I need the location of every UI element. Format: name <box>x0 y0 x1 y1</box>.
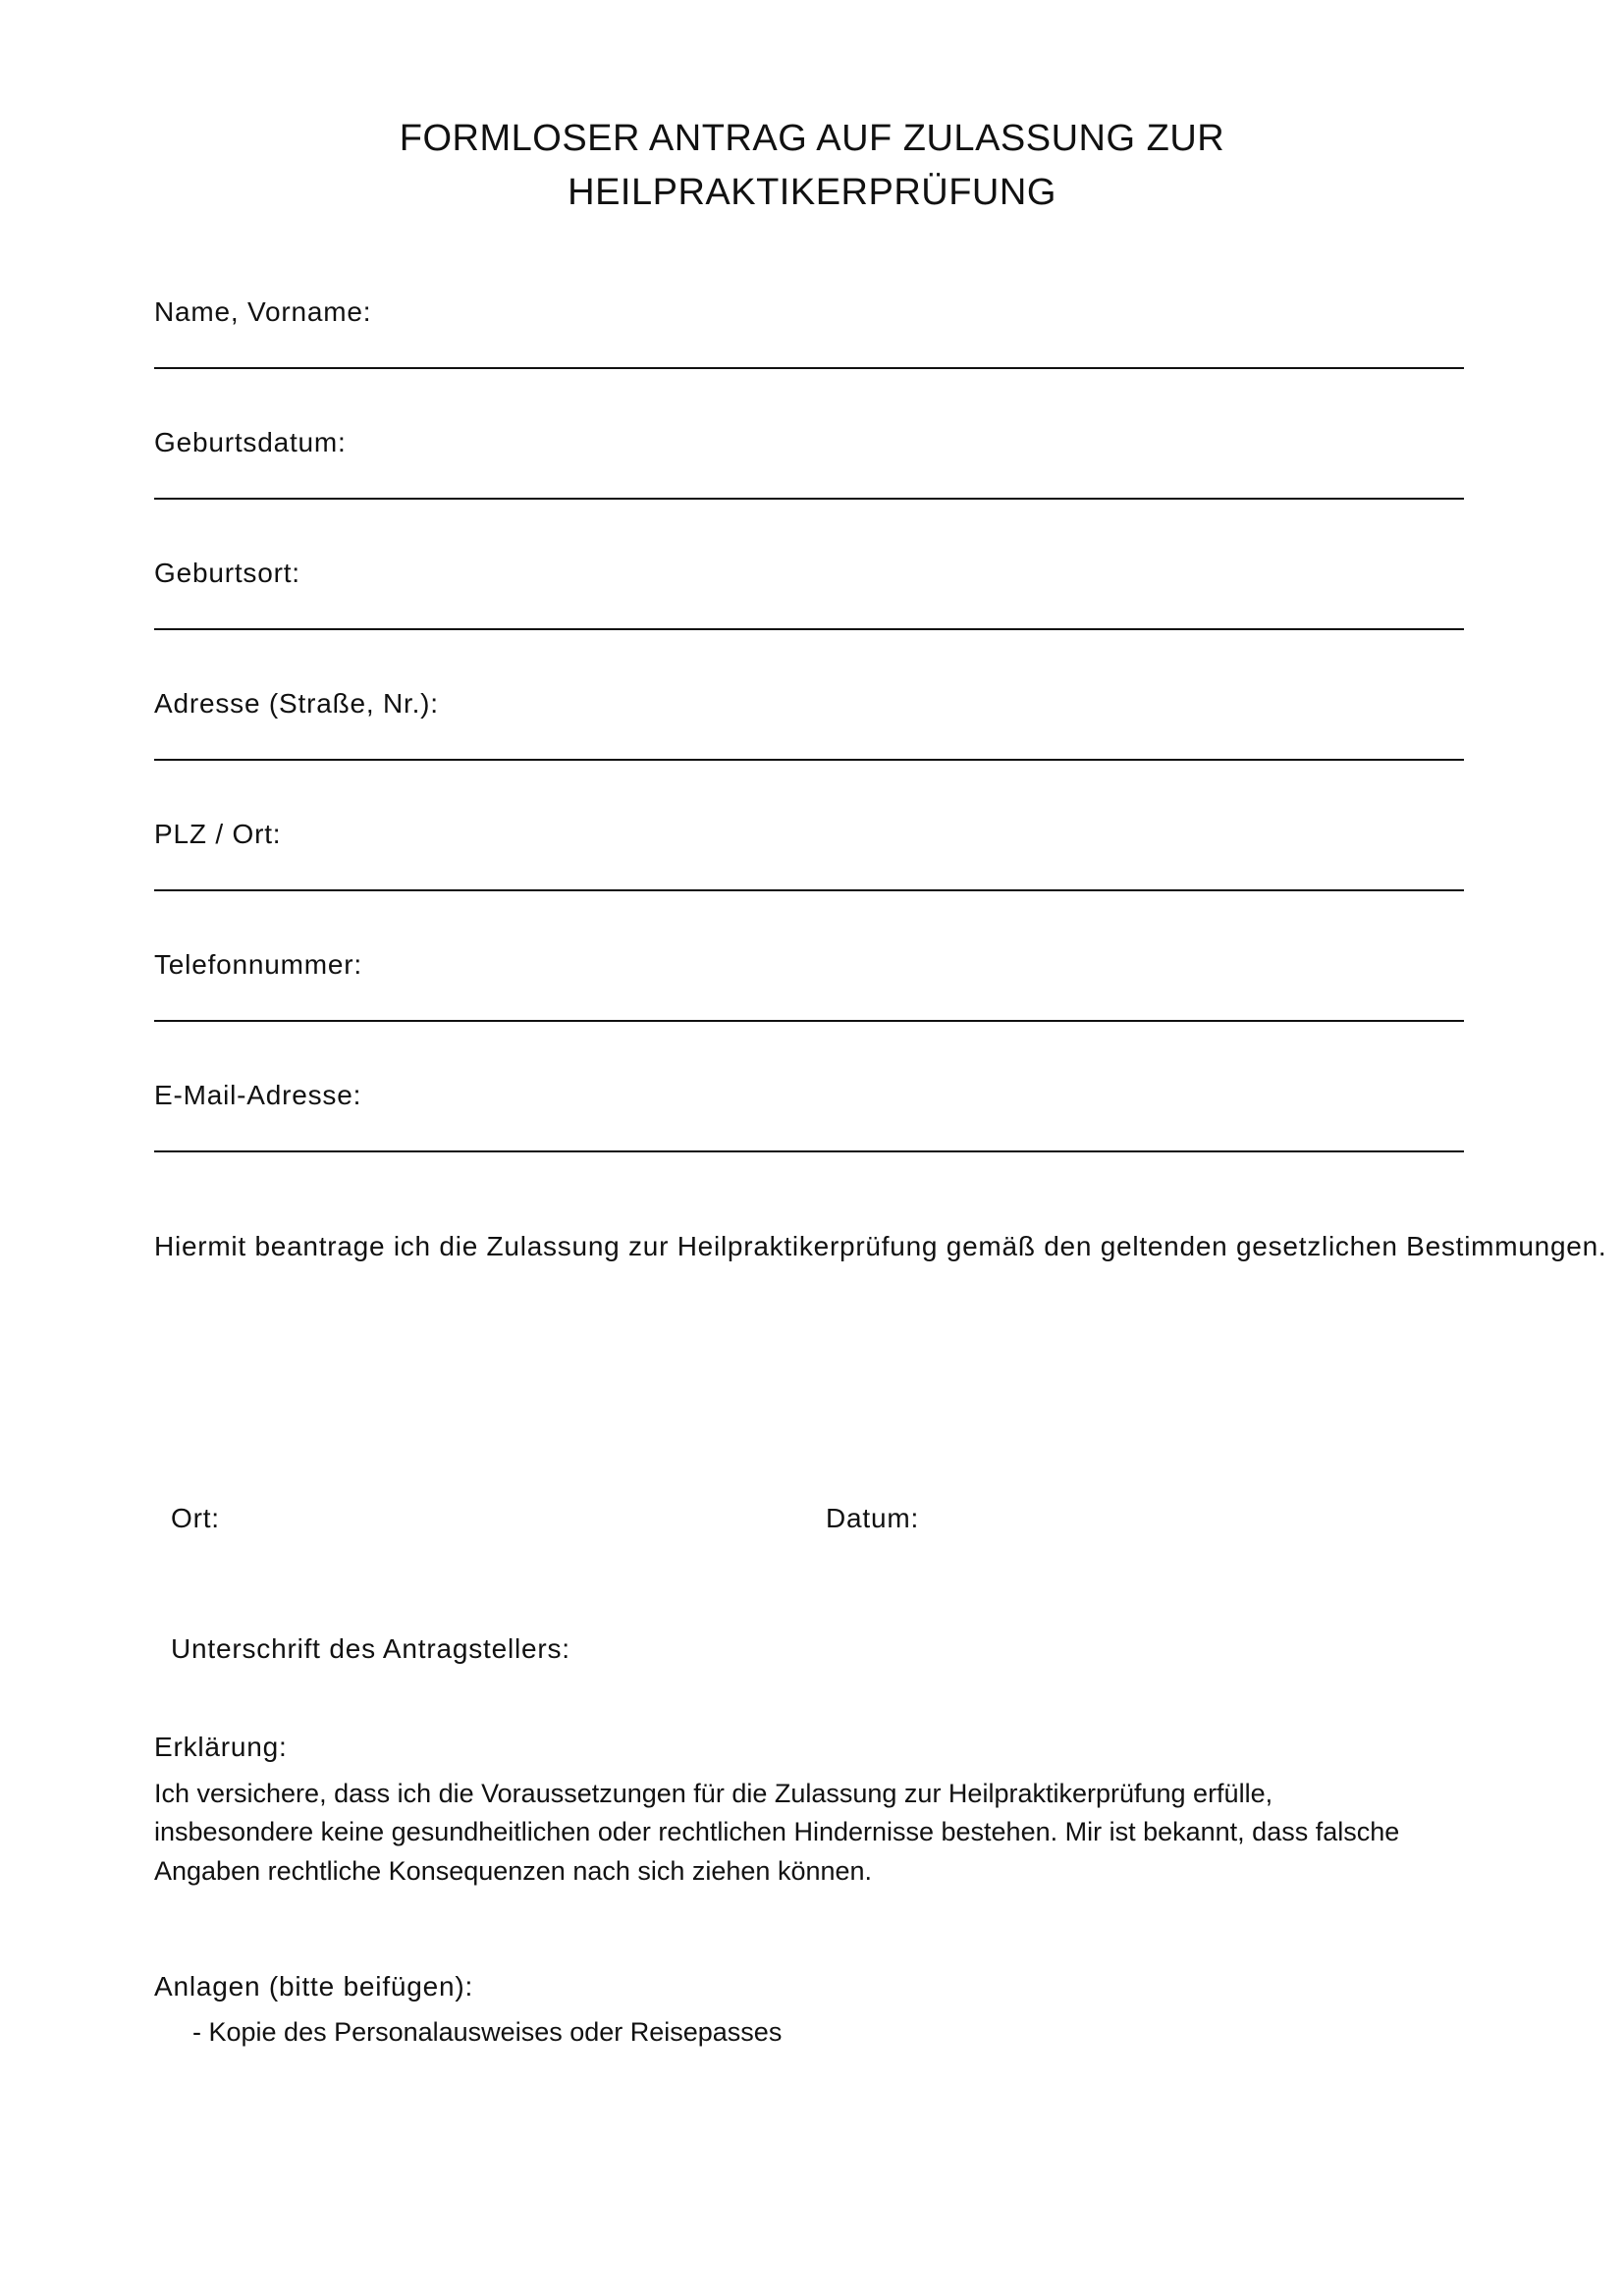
signature-label: Unterschrift des Antragstellers: <box>171 1633 570 1664</box>
email-field-line[interactable] <box>154 1150 1464 1152</box>
application-statement: Hiermit beantrage ich die Zulassung zur Heilpraktikerprüfung gemäß den geltenden gesetzlichen Bestimmungen. <box>154 1231 1607 1261</box>
birthdate-field-line[interactable] <box>154 498 1464 500</box>
birthplace-field-label: Geburtsort: <box>154 558 300 588</box>
date-label: Datum: <box>826 1503 920 1533</box>
place-label: Ort: <box>171 1503 220 1533</box>
declaration-line-2: insbesondere keine gesundheitlichen oder rechtlichen Hindernisse bestehen. Mir ist bekannt, dass falsche <box>154 1817 1400 1846</box>
page-title-line-1: FORMLOSER ANTRAG AUF ZULASSUNG ZUR <box>399 118 1225 159</box>
phone-field-label: Telefonnummer: <box>154 949 362 980</box>
birthplace-field-line[interactable] <box>154 628 1464 630</box>
name-field-label: Name, Vorname: <box>154 296 372 327</box>
attachments-heading: Anlagen (bitte beifügen): <box>154 1971 474 2002</box>
phone-field-line[interactable] <box>154 1020 1464 1022</box>
birthdate-field-label: Geburtsdatum: <box>154 427 347 457</box>
declaration-line-3: Angaben rechtliche Konsequenzen nach sich ziehen können. <box>154 1856 873 1886</box>
email-field-label: E-Mail-Adresse: <box>154 1080 362 1110</box>
postcode-city-field-line[interactable] <box>154 889 1464 891</box>
declaration-line-1: Ich versichere, dass ich die Voraussetzungen für die Zulassung zur Heilpraktikerprüfung erfülle, <box>154 1779 1273 1808</box>
name-field-line[interactable] <box>154 367 1464 369</box>
declaration-heading: Erklärung: <box>154 1732 288 1762</box>
page-title-line-2: HEILPRAKTIKERPRÜFUNG <box>568 172 1056 213</box>
postcode-city-field-label: PLZ / Ort: <box>154 819 282 849</box>
address-field-label: Adresse (Straße, Nr.): <box>154 688 439 719</box>
attachment-item: - Kopie des Personalausweises oder Reisepasses <box>192 2017 783 2047</box>
address-field-line[interactable] <box>154 759 1464 761</box>
